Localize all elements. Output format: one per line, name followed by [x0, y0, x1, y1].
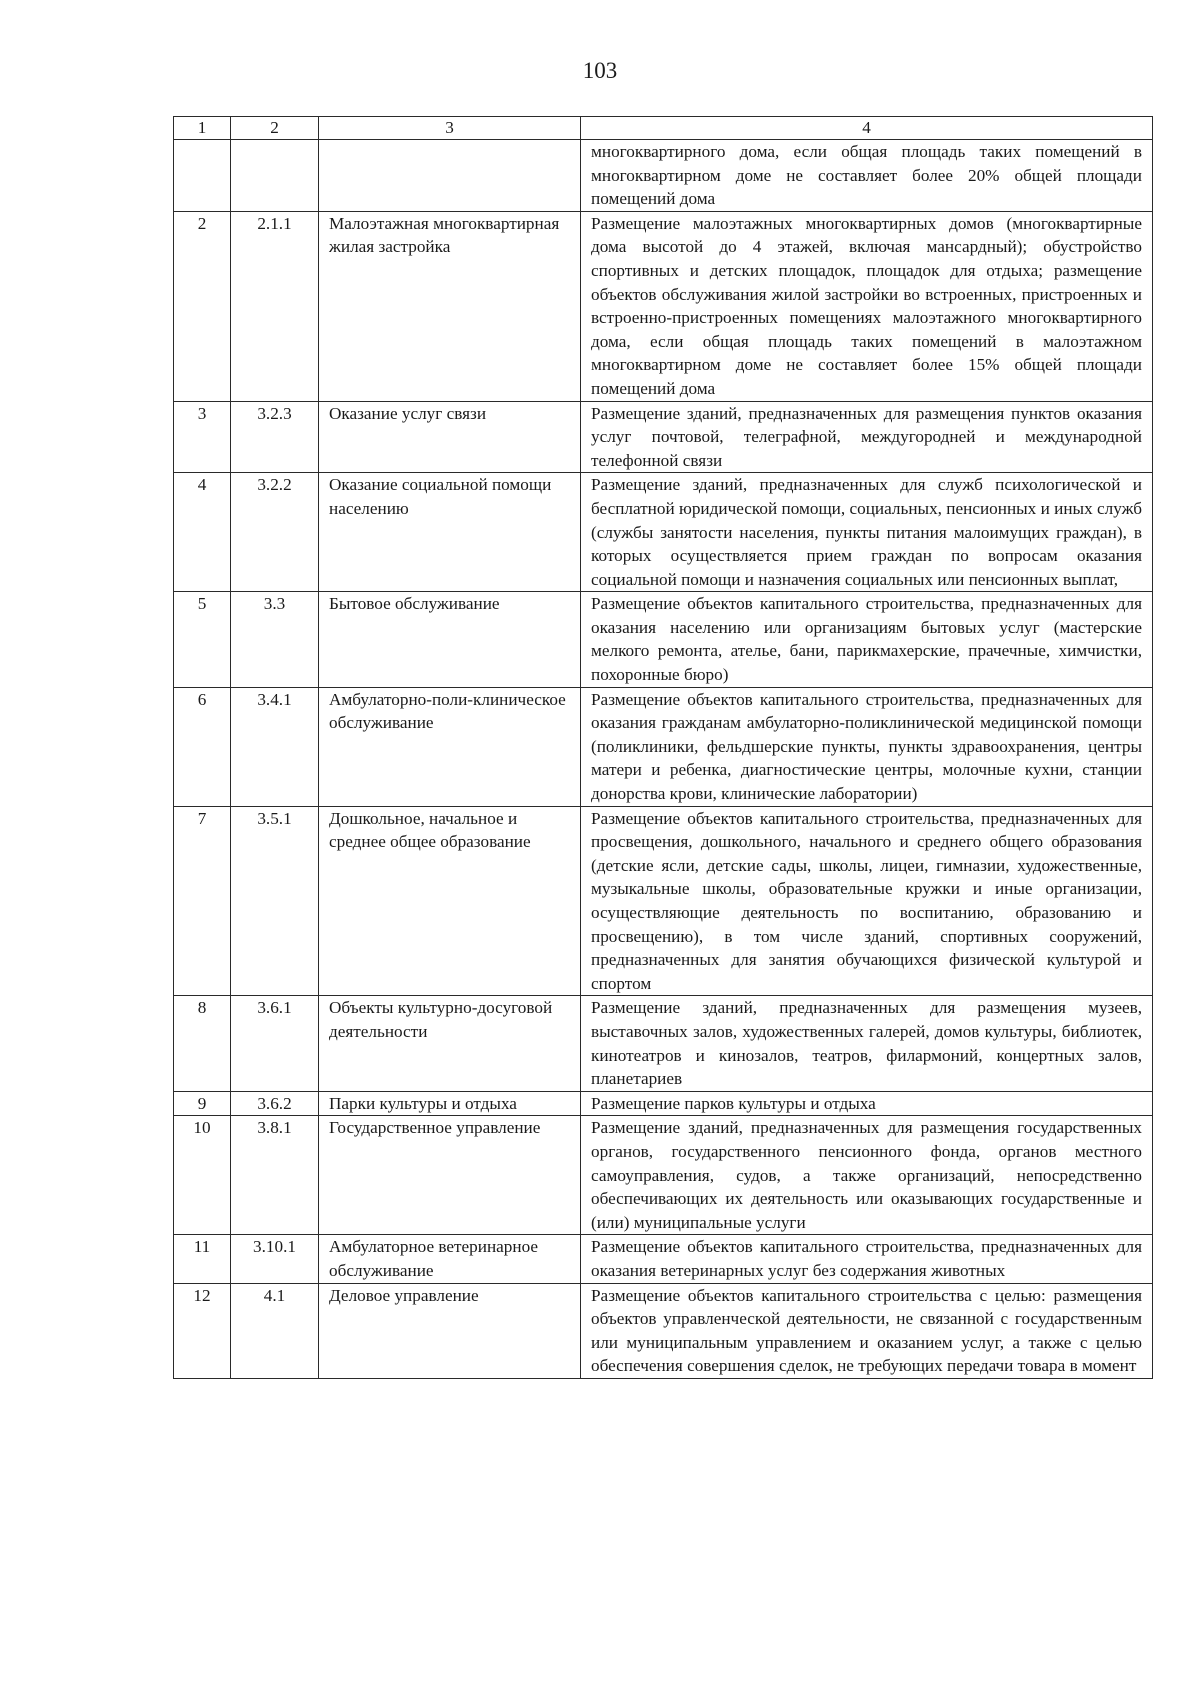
- row-code: 4.1: [231, 1283, 319, 1378]
- table-row: [174, 592, 1153, 687]
- header-col-3: 3: [319, 117, 581, 140]
- row-code: 3.6.1: [231, 996, 319, 1091]
- row-description: Размещение объектов капитального строительства, предназначенных для оказания населению или организациям бытовых услуг (мастерские мелкого ремонта, ателье, бани, парикмахерские, прачечные, химчистки, похоронные бюро): [581, 592, 1153, 687]
- row-number: 8: [174, 996, 231, 1091]
- row-name: [319, 140, 581, 212]
- table-row: [174, 211, 1153, 401]
- table-header-row: [174, 117, 1153, 140]
- row-code: 3.8.1: [231, 1116, 319, 1235]
- row-name: Парки культуры и отдыха: [319, 1091, 581, 1116]
- row-code: 2.1.1: [231, 211, 319, 401]
- row-name: Амбулаторное ветеринарное обслуживание: [319, 1235, 581, 1283]
- row-description: Размещение объектов капитального строительства, предназначенных для оказания ветеринарных услуг без содержания животных: [581, 1235, 1153, 1283]
- row-number: 4: [174, 473, 231, 592]
- table-row: [174, 473, 1153, 592]
- header-col-1: 1: [174, 117, 231, 140]
- table-row: [174, 1283, 1153, 1378]
- table-row: [174, 140, 1153, 212]
- row-number: 5: [174, 592, 231, 687]
- row-number: 2: [174, 211, 231, 401]
- header-col-2: 2: [231, 117, 319, 140]
- row-name: Бытовое обслуживание: [319, 592, 581, 687]
- page-number: 103: [582, 58, 618, 83]
- row-code: 3.5.1: [231, 806, 319, 996]
- row-number: [174, 140, 231, 212]
- row-name: Дошкольное, начальное и среднее общее образование: [319, 806, 581, 996]
- row-number: 10: [174, 1116, 231, 1235]
- row-name: Оказание услуг связи: [319, 401, 581, 473]
- row-code: [231, 140, 319, 212]
- row-code: 3.2.2: [231, 473, 319, 592]
- row-description: Размещение зданий, предназначенных для размещения пунктов оказания услуг почтовой, телеграфной, междугородней и международной телефонной связи: [581, 401, 1153, 473]
- row-code: 3.10.1: [231, 1235, 319, 1283]
- row-code: 3.6.2: [231, 1091, 319, 1116]
- table-row: [174, 1091, 1153, 1116]
- row-name: Оказание социальной помощи населению: [319, 473, 581, 592]
- row-name: Государственное управление: [319, 1116, 581, 1235]
- table-row: [174, 1116, 1153, 1235]
- row-name: Малоэтажная многоквартирная жилая застройка: [319, 211, 581, 401]
- row-name: Амбулаторно-поли-клиническое обслуживание: [319, 687, 581, 806]
- row-number: 11: [174, 1235, 231, 1283]
- header-col-4: 4: [581, 117, 1153, 140]
- row-number: 3: [174, 401, 231, 473]
- table-row: [174, 996, 1153, 1091]
- table-row: [174, 687, 1153, 806]
- row-code: 3.2.3: [231, 401, 319, 473]
- table-row: [174, 1235, 1153, 1283]
- row-description: Размещение объектов капитального строительства, предназначенных для просвещения, дошкольного, начального и среднего общего образования (детские ясли, детские сады, школы, лицеи, гимназии, художественные, музыкальные школы, образовательные кружки и иные организации, осуществляющие деятельность по воспитанию, образованию и просвещению), в том числе зданий, спортивных сооружений, предназначенных для занятия обучающихся физической культурой и спортом: [581, 806, 1153, 996]
- row-description: многоквартирного дома, если общая площадь таких помещений в многоквартирном доме не составляет более 20% общей площади помещений дома: [581, 140, 1153, 212]
- land-use-table: [173, 116, 1153, 1379]
- row-description: Размещение парков культуры и отдыха: [581, 1091, 1153, 1116]
- row-code: 3.3: [231, 592, 319, 687]
- row-number: 9: [174, 1091, 231, 1116]
- row-name: Объекты культурно-досуговой деятельности: [319, 996, 581, 1091]
- row-number: 12: [174, 1283, 231, 1378]
- row-code: 3.4.1: [231, 687, 319, 806]
- row-description: Размещение зданий, предназначенных для служб психологической и бесплатной юридической помощи, социальных, пенсионных и иных служб (службы занятости населения, пункты питания малоимущих граждан), в которых осуществляется прием граждан по вопросам оказания социальной помощи и назначения социальных или пенсионных выплат,: [581, 473, 1153, 592]
- table-row: [174, 401, 1153, 473]
- row-description: Размещение зданий, предназначенных для размещения музеев, выставочных залов, художественных галерей, домов культуры, библиотек, кинотеатров и кинозалов, театров, филармоний, концертных залов, планетариев: [581, 996, 1153, 1091]
- row-description: Размещение малоэтажных многоквартирных домов (многоквартирные дома высотой до 4 этажей, включая мансардный); обустройство спортивных и детских площадок, площадок для отдыха; размещение объектов обслуживания жилой застройки во встроенных, пристроенных и встроенно-пристроенных помещениях малоэтажного многоквартирного дома, если общая площадь таких помещений в малоэтажном многоквартирном доме не составляет более 15% общей площади помещений дома: [581, 211, 1153, 401]
- row-description: Размещение объектов капитального строительства, предназначенных для оказания гражданам амбулаторно-поликлинической медицинской помощи (поликлиники, фельдшерские пункты, пункты здравоохранения, центры матери и ребенка, диагностические центры, молочные кухни, станции донорства крови, клинические лаборатории): [581, 687, 1153, 806]
- row-description: Размещение зданий, предназначенных для размещения государственных органов, государственного пенсионного фонда, органов местного самоуправления, судов, а также организаций, непосредственно обеспечивающих их деятельность или оказывающих государственные и (или) муниципальные услуги: [581, 1116, 1153, 1235]
- row-description: Размещение объектов капитального строительства с целью: размещения объектов управленческой деятельности, не связанной с государственным или муниципальным управлением и оказанием услуг, а также с целью обеспечения совершения сделок, не требующих передачи товара в момент: [581, 1283, 1153, 1378]
- table-row: [174, 806, 1153, 996]
- row-number: 7: [174, 806, 231, 996]
- row-number: 6: [174, 687, 231, 806]
- row-name: Деловое управление: [319, 1283, 581, 1378]
